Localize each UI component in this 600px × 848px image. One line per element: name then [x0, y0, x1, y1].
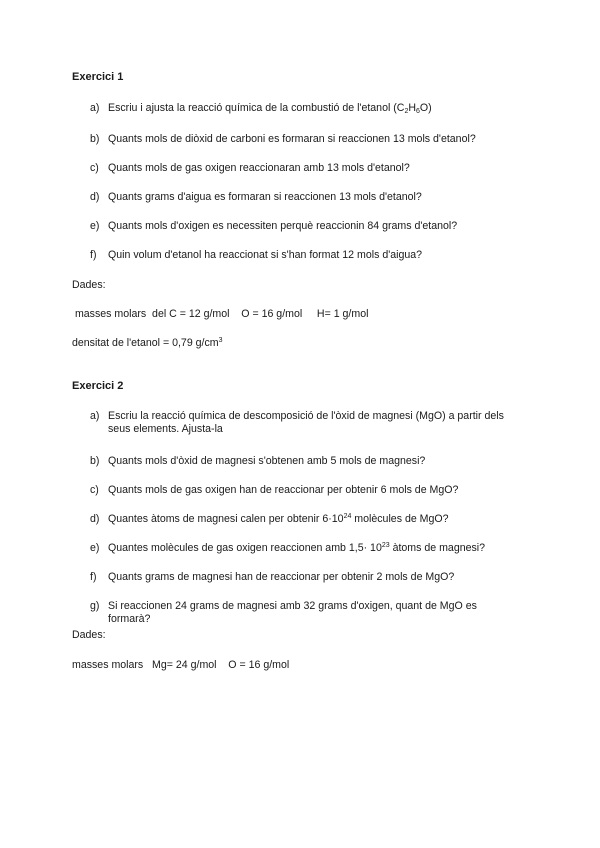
item-label: f)	[90, 249, 97, 261]
ex2-item-d	[90, 513, 520, 526]
ex2-item-b	[90, 455, 520, 468]
ex2-dades-label: Dades:	[72, 629, 106, 641]
ex1-item-b	[90, 133, 520, 146]
item-text: Quants mols de gas oxigen reaccionaran amb 13 mols d'etanol?	[108, 162, 410, 174]
item-text: Si reaccionen 24 grams de magnesi amb 32 grams d'oxigen, quant de MgO es formarà?	[108, 600, 477, 625]
exercise-1-title: Exercici 1	[72, 71, 124, 83]
item-label: b)	[90, 133, 100, 145]
item-text: Quantes àtoms de magnesi calen per obtenir $6\cdot 10^{24}$ molècules de MgO?	[108, 513, 449, 525]
item-text: Quin volum d'etanol ha reaccionat si s'han format 12 mols d'aigua?	[108, 249, 423, 261]
ex2-masses-molars: masses molars Mg= 24 g/mol O = 16 g/mol	[72, 659, 290, 671]
item-label: d)	[90, 513, 100, 525]
ex2-item-f	[90, 571, 520, 584]
ex2-item-a	[90, 410, 505, 436]
item-text: Escriu la reacció química de descomposició de l'òxid de magnesi (MgO) a partir dels seus elements. Ajusta-la	[108, 410, 504, 435]
ex1-dades-label: Dades:	[72, 279, 106, 291]
ex2-item-e	[90, 542, 520, 555]
item-label: e)	[90, 542, 100, 554]
item-label: f)	[90, 571, 97, 583]
exercise-2-title: Exercici 2	[72, 380, 124, 392]
ex1-item-c	[90, 162, 520, 175]
item-text: Quants grams d'aigua es formaran si reaccionen 13 mols d'etanol?	[108, 191, 422, 203]
item-text: Quants mols de diòxid de carboni es formaran si reaccionen 13 mols d'etanol?	[108, 133, 476, 145]
item-text: Quants mols de gas oxigen han de reaccionar per obtenir 6 mols de MgO?	[108, 484, 459, 496]
item-label: g)	[90, 600, 100, 612]
item-text: Quants mols d'òxid de magnesi s'obtenen amb 5 mols de magnesi?	[108, 455, 426, 467]
ex2-item-g	[90, 600, 505, 626]
ex1-item-a	[90, 102, 520, 115]
item-label: e)	[90, 220, 100, 232]
item-label: a)	[90, 410, 100, 422]
ex1-masses-molars: masses molars del C = 12 g/mol O = 16 g/mol H= 1 g/mol	[72, 308, 369, 320]
item-text: Quants grams de magnesi han de reaccionar per obtenir 2 mols de MgO?	[108, 571, 455, 583]
ex1-item-f	[90, 249, 520, 262]
item-label: b)	[90, 455, 100, 467]
item-label: c)	[90, 162, 99, 174]
item-text: Escriu i ajusta la reacció química de la combustió de l'etanol $(C_2H_6O)$	[108, 102, 432, 115]
item-label: a)	[90, 102, 100, 114]
ex2-item-c	[90, 484, 520, 497]
item-text: Quantes molècules de gas oxigen reaccionen amb $1,5\cdot 10^{23}$ àtoms de magnesi?	[108, 542, 486, 554]
ex1-densitat: densitat de l'etanol = 0,79 $g/cm^3$	[72, 337, 223, 349]
item-text: Quants mols d'oxigen es necessiten perquè reaccionin 84 grams d'etanol?	[108, 220, 458, 232]
item-label: d)	[90, 191, 100, 203]
ex1-item-d	[90, 191, 520, 204]
item-label: c)	[90, 484, 99, 496]
ex1-item-e	[90, 220, 520, 233]
